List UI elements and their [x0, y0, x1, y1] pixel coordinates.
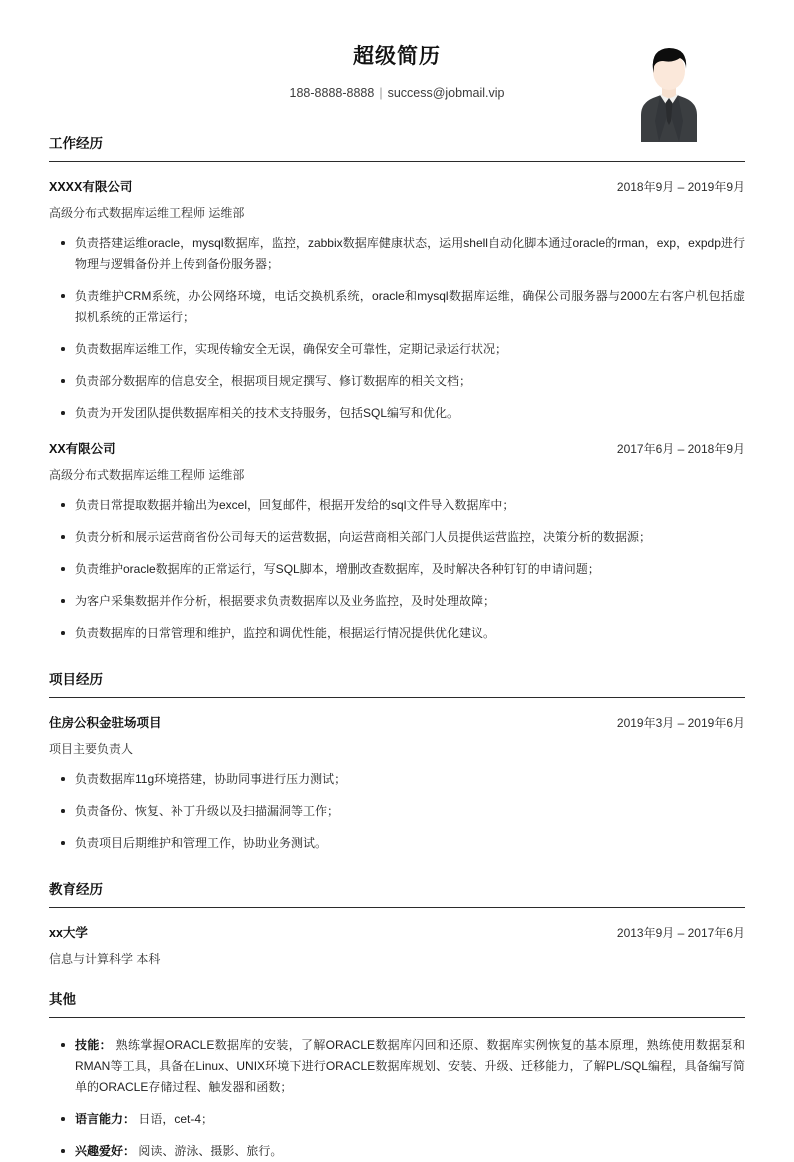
contact-separator: |	[379, 86, 383, 100]
resume-header	[49, 0, 745, 130]
project-name: 住房公积金驻场项目	[49, 716, 162, 730]
date-range: 2017年6月 – 2018年9月	[616, 442, 745, 456]
education-entry	[49, 908, 745, 968]
page-title: 超级简历	[353, 45, 441, 68]
item-text: 熟练掌握ORACLE数据库的安装，了解ORACLE数据库闪回和还原、数据库实例恢复的基本原理，熟练使用数据泵和RMAN等工具，具备在Linux、UNIX环境下进行ORACLE数据库规划、安装、升级、迁移能力，了解PL/SQL编程，具备编写简单的ORACLE存储过程、触发器和函数；	[75, 1038, 745, 1094]
section-other	[49, 990, 745, 1162]
item-label: 兴趣爱好：	[75, 1144, 136, 1158]
item-text: 日语，cet-4；	[138, 1112, 214, 1126]
entry-header	[49, 178, 745, 196]
project-role: 项目主要负责人	[49, 742, 134, 756]
section-divider	[49, 1017, 745, 1018]
date-range: 2018年9月 – 2019年9月	[616, 180, 745, 194]
date-range: 2019年3月 – 2019年6月	[616, 716, 745, 730]
entry-header	[49, 714, 745, 732]
project-entry	[49, 698, 745, 854]
responsibility-list	[49, 233, 745, 424]
list-item: 负责日常提取数据并输出为excel，回复邮件，根据开发给的sql文件导入数据库中；	[49, 495, 745, 516]
section-work-experience	[49, 134, 745, 644]
list-item: 负责数据库的日常管理和维护，监控和调优性能，根据运行情况提供优化建议。	[49, 623, 745, 644]
company-name: XX有限公司	[49, 442, 116, 456]
list-item: 负责数据库运维工作，实现传输安全无误，确保安全可靠性，定期记录运行状况；	[49, 339, 745, 360]
section-title-other: 其他	[49, 992, 76, 1007]
section-title-education: 教育经历	[49, 882, 103, 897]
list-item: 为客户采集数据并作分析，根据要求负责数据库以及业务监控，及时处理故障；	[49, 591, 745, 612]
date-range: 2013年9月 – 2017年6月	[616, 926, 745, 940]
list-item: 负责数据库11g环境搭建，协助同事进行压力测试；	[49, 769, 745, 790]
work-entry	[49, 424, 745, 644]
list-item	[49, 1141, 745, 1162]
other-list	[49, 1035, 745, 1162]
person-avatar-icon	[633, 35, 705, 142]
section-project-experience	[49, 670, 745, 854]
list-item: 负责分析和展示运营商省份公司每天的运营数据，向运营商相关部门人员提供运营监控，决策分析的数据源；	[49, 527, 745, 548]
avatar	[633, 35, 705, 142]
job-title: 高级分布式数据库运维工程师 运维部	[49, 468, 245, 482]
section-title-project: 项目经历	[49, 672, 103, 687]
item-label: 技能：	[75, 1038, 112, 1052]
work-entry	[49, 162, 745, 424]
list-item	[49, 1109, 745, 1130]
section-education	[49, 880, 745, 968]
company-name: XXXX有限公司	[49, 180, 133, 194]
phone-text: 188-8888-8888	[289, 86, 375, 100]
section-title-work: 工作经历	[49, 136, 103, 151]
list-item: 负责备份、恢复、补丁升级以及扫描漏洞等工作；	[49, 801, 745, 822]
list-item: 负责维护oracle数据库的正常运行，写SQL脚本，增删改查数据库，及时解决各种钉钉的申请问题；	[49, 559, 745, 580]
item-text: 阅读、游泳、摄影、旅行。	[138, 1144, 283, 1158]
major-degree: 信息与计算科学 本科	[49, 952, 161, 966]
list-item: 负责部分数据库的信息安全，根据项目规定撰写、修订数据库的相关文档；	[49, 371, 745, 392]
list-item: 负责为开发团队提供数据库相关的技术支持服务，包括SQL编写和优化。	[49, 403, 745, 424]
item-label: 语言能力：	[75, 1112, 136, 1126]
list-item: 负责维护CRM系统，办公网络环境，电话交换机系统，oracle和mysql数据库运维，确保公司服务器与2000左右客户机包括虚拟机系统的正常运行；	[49, 286, 745, 328]
list-item: 负责搭建运维oracle，mysql数据库，监控，zabbix数据库健康状态，运用shell自动化脚本通过oracle的rman，exp，expdp进行物理与逻辑备份并上传到备份服务器；	[49, 233, 745, 275]
responsibility-list	[49, 769, 745, 854]
responsibility-list	[49, 495, 745, 644]
list-item: 负责项目后期维护和管理工作，协助业务测试。	[49, 833, 745, 854]
entry-header	[49, 440, 745, 458]
list-item	[49, 1035, 745, 1098]
job-title: 高级分布式数据库运维工程师 运维部	[49, 206, 245, 220]
entry-header	[49, 924, 745, 942]
email-text: success@jobmail.vip	[387, 86, 505, 100]
school-name: xx大学	[49, 926, 88, 940]
